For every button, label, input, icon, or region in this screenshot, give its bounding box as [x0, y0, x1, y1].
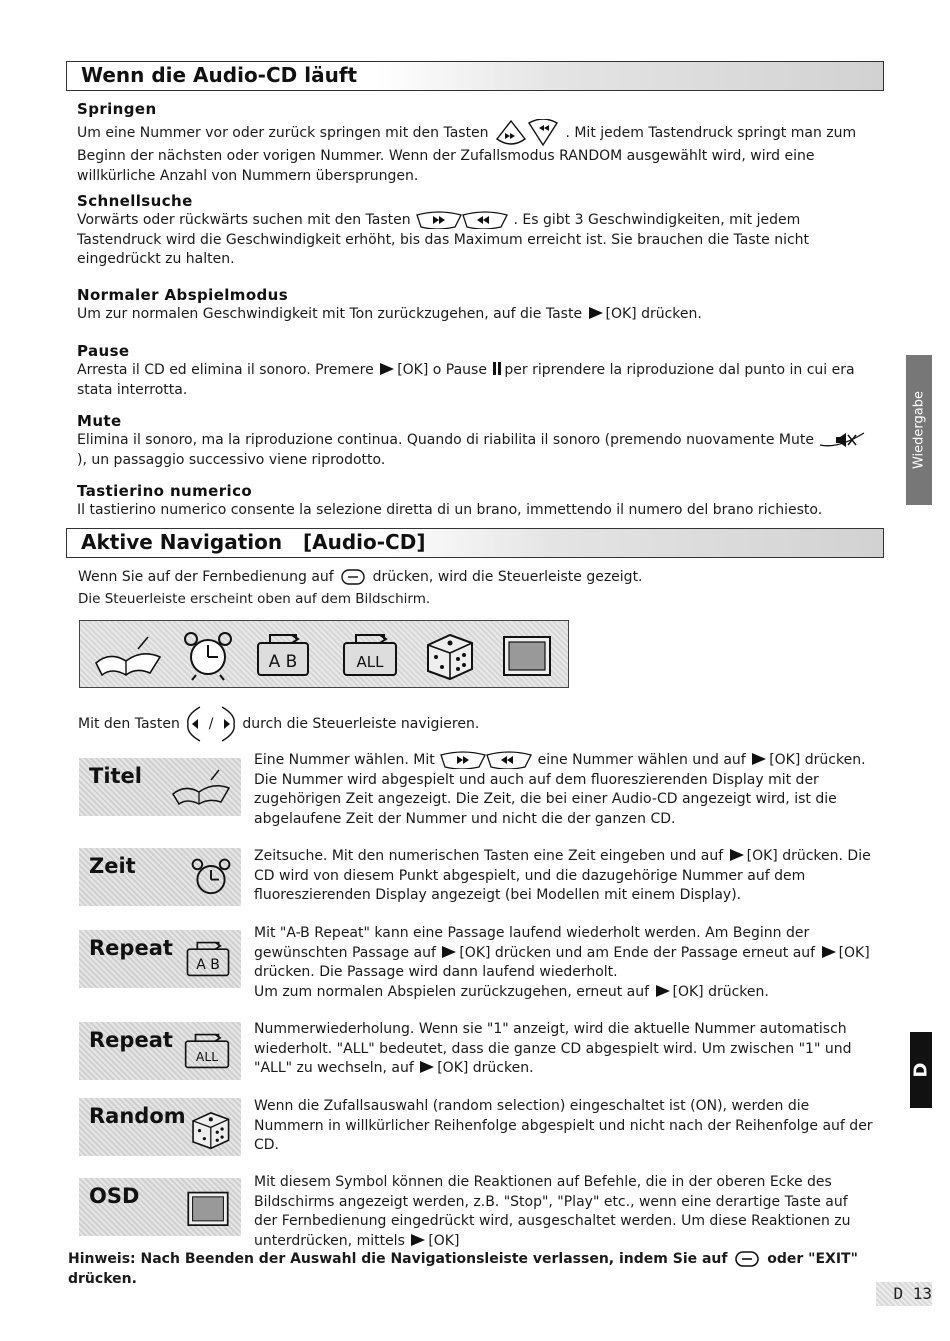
- label-titel: Titel: [79, 758, 241, 816]
- mute-icon: [818, 431, 866, 449]
- section-tastierino: [77, 481, 867, 521]
- screen-icon: [181, 1184, 235, 1232]
- svg-text:A B: A B: [268, 652, 298, 672]
- section-title: Wenn die Audio-CD läuft: [81, 63, 358, 87]
- pause-icon: [493, 362, 496, 375]
- dice-icon: [185, 1104, 235, 1154]
- book-icon: [169, 764, 235, 810]
- intro-line-2: Die Steuerleiste erscheint oben auf dem Bildschirm.: [78, 591, 431, 607]
- play-icon: [752, 753, 766, 765]
- side-tab-wiedergabe: Wiedergabe: [906, 355, 932, 505]
- alarm-clock-icon: [187, 854, 235, 902]
- play-icon: [411, 1234, 425, 1246]
- section-banner-audio-cd: [66, 61, 884, 91]
- play-icon: [380, 363, 394, 375]
- text-springen: Um eine Nummer vor oder zurück springen mit den Tasten . Mit jedem Tastendruck springt man zum Beginn der nächsten oder vorigen Nummer. Wenn der Zufallsmodus RANDOM ausgewählt wird, wird eine willkürliche Anzahl von Nummern übersprungen.: [77, 119, 867, 186]
- text-pause: Arresta il CD ed elimina il sonoro. Premere [OK] o Pause per riprendere la riproduzione dal punto in cui era stata interrotta.: [77, 362, 855, 398]
- label-repeat-ab: Repeat A B: [79, 930, 241, 988]
- section-banner-aktive-navigation: [66, 528, 884, 558]
- svg-text:A B: A B: [196, 956, 220, 973]
- screen-icon: [498, 627, 556, 683]
- language-tab: D: [910, 1032, 932, 1108]
- svg-text:ALL: ALL: [195, 1049, 219, 1064]
- desc-osd: Mit diesem Symbol können die Reaktionen auf Befehle, die in der oberen Ecke des Bildschirms angezeigt werden, z.B. "Stop", "Play" etc., wenn eine derartige Taste auf der Fernbedienung eingedrückt wird, ausgeschaltet werden. Um diese Reaktionen zu unterdrücken, mittels [OK]: [254, 1174, 851, 1249]
- repeat-all-icon: [179, 1028, 235, 1074]
- text-normal: Um zur normalen Geschwindigkeit mit Ton zurückzugehen, auf die Taste [OK] drücken.: [77, 306, 702, 322]
- fast-search-buttons-icon: [415, 211, 509, 229]
- skip-buttons-icon: [493, 119, 561, 147]
- text-mute: Elimina il sonoro, ma la riproduzione continua. Quando di riabilita il sonoro (premendo nuovamente Mute ), un passaggio successivo viene riprodotto.: [77, 431, 867, 470]
- section-mute: [77, 411, 867, 470]
- play-icon: [822, 946, 836, 958]
- heading-pause: Pause: [77, 342, 130, 360]
- heading-springen: Springen: [77, 100, 157, 118]
- heading-schnellsuche: Schnellsuche: [77, 192, 193, 210]
- text-tastierino: Il tastierino numerico consente la selezione diretta di un brano, immettendo il numero del brano richiesto.: [77, 502, 823, 518]
- play-icon: [589, 307, 603, 319]
- section-normaler-abspielmodus: [77, 285, 867, 325]
- heading-normal: Normaler Abspielmodus: [77, 286, 289, 304]
- right-arrow-button-icon: [218, 705, 238, 743]
- desc-repeat-all: Nummerwiederholung. Wenn sie "1" anzeigt, wird die aktuelle Nummer automatisch wiederholt. "ALL" bedeutet, dass die ganze CD abgespielt wird. Um zwischen "1" und "ALL" zu wechseln, auf [OK] drücken.: [254, 1021, 852, 1076]
- repeat-ab-icon: [181, 936, 235, 982]
- text-schnellsuche: Vorwärts oder rückwärts suchen mit den Tasten . Es gibt 3 Geschwindigkeiten, mit jedem Tastendruck wird die Geschwindigkeit erhöht, bis das Maximum erreicht ist. Sie brauchen die Taste nicht eingedrückt zu halten.: [77, 212, 810, 267]
- intro-line-1: Wenn Sie auf der Fernbedienung auf drücken, wird die Steuerleiste gezeigt.: [78, 569, 643, 585]
- section-schnellsuche: [77, 191, 867, 270]
- svg-text:ALL: ALL: [356, 653, 384, 671]
- book-icon: [90, 627, 166, 683]
- section-pause: [77, 341, 867, 400]
- dice-icon: [418, 627, 480, 683]
- play-icon: [730, 849, 744, 861]
- label-repeat-all: Repeat ALL: [79, 1022, 241, 1080]
- menu-button-icon: [338, 568, 368, 586]
- menu-button-icon: [732, 1250, 762, 1268]
- desc-repeat-ab: Mit "A-B Repeat" kann eine Passage laufend wiederholt werden. Am Beginn der gewünschten Passage auf [OK] drücken und am Ende der Passage erneut auf [OK] drücken. Die Passage wird dann laufend wiederholt. Um zum normalen Abspielen zurückzugehen, erneut auf [OK] drücken.: [254, 925, 870, 1000]
- play-icon: [420, 1061, 434, 1073]
- heading-mute: Mute: [77, 412, 122, 430]
- repeat-all-icon: [338, 627, 402, 683]
- label-osd: OSD: [79, 1178, 241, 1236]
- desc-random: Wenn die Zufallsauswahl (random selection) eingeschaltet ist (ON), werden die Nummern in willkürlicher Reihenfolge abgespielt und nicht nach der Reihenfolge auf der CD.: [254, 1098, 873, 1153]
- hinweis-note: Hinweis: Nach Beenden der Auswahl die Navigationsleiste verlassen, indem Sie auf oder "EXIT" drücken.: [68, 1251, 858, 1287]
- left-arrow-button-icon: [184, 705, 204, 743]
- play-icon: [442, 946, 456, 958]
- label-random: Random: [79, 1098, 241, 1156]
- heading-tastierino: Tastierino numerico: [77, 482, 253, 500]
- play-icon: [656, 985, 670, 997]
- repeat-ab-icon: [252, 627, 314, 683]
- page-number: D 13: [876, 1282, 932, 1306]
- section-title: Aktive Navigation [Audio-CD]: [81, 530, 426, 554]
- nav-instruction: Mit den Tasten / durch die Steuerleiste navigieren.: [78, 705, 868, 743]
- alarm-clock-icon: [178, 627, 238, 683]
- section-springen: [77, 99, 867, 186]
- desc-zeit: Zeitsuche. Mit den numerischen Tasten eine Zeit eingeben und auf [OK] drücken. Die CD wird von diesem Punkt abgespielt, und die dazugehörige Nummer auf dem fluoreszierenden Display angezeigt (bei Modellen mit einem Display).: [254, 848, 871, 903]
- label-zeit: Zeit: [79, 848, 241, 906]
- desc-titel: Eine Nummer wählen. Mit eine Nummer wählen und auf [OK] drücken. Die Nummer wird abgespielt und auch auf dem fluoreszierenden Display mit der zugehörigen Zeit angezeigt. Die Zeit, die bei einer Audio-CD angezeigt wird, ist die abgelaufene Zeit der Nummer und nicht die der ganzen CD.: [254, 752, 866, 827]
- control-bar: [79, 620, 569, 688]
- fast-search-buttons-icon: [439, 751, 533, 769]
